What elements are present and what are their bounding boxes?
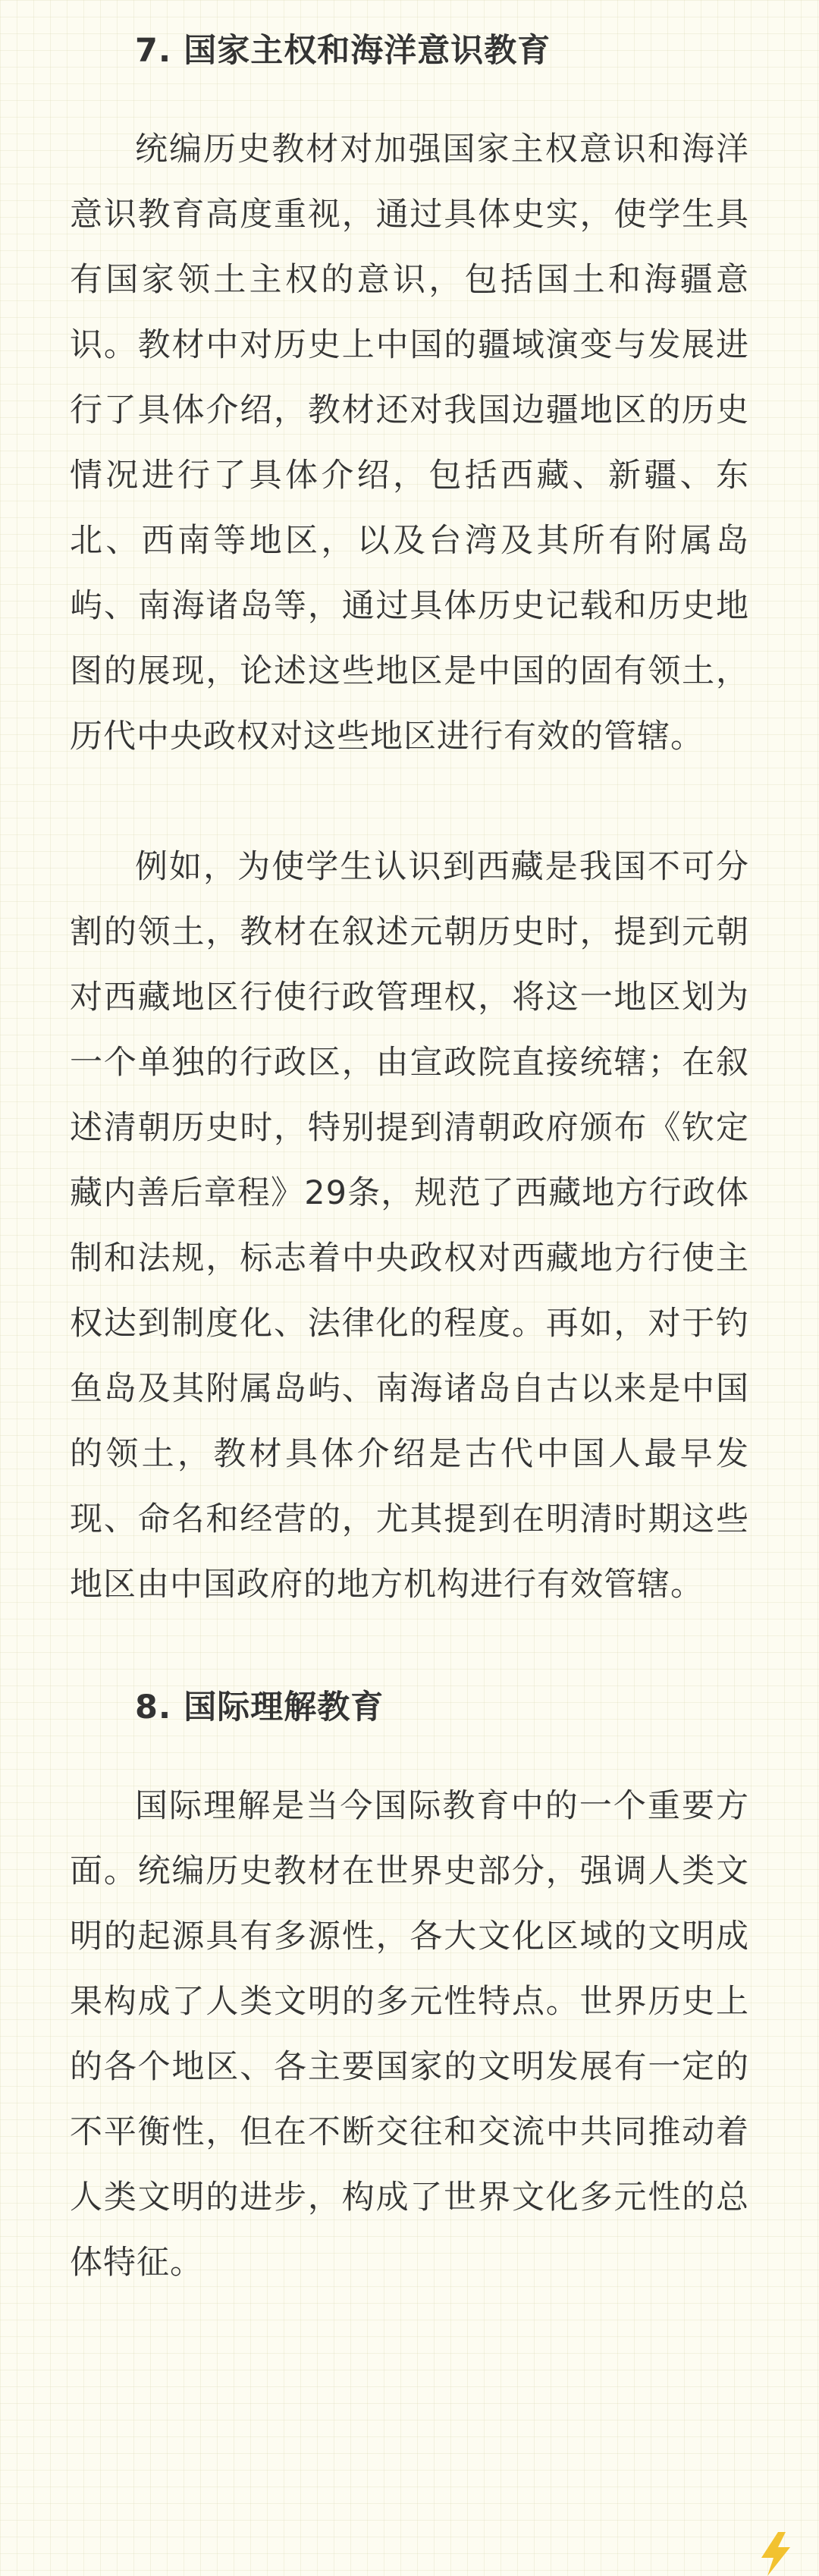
section-heading-sovereignty: 7. 国家主权和海洋意识教育 — [135, 32, 551, 70]
paragraph-sovereignty-examples: 例如，为使学生认识到西藏是我国不可分割的领土，教材在叙述元朝历史时，提到元朝对西藏地区行使行政管理权，将这一地区划为一个单独的行政区，由宣政院直接统辖；在叙述清朝历史时，特别提到清朝政府颁布《钦定藏内善后章程》29条，规范了西藏地方行政体制和法规，标志着中央政权对西藏地方行使主权达到制度化、法律化的程度。再如，对于钓鱼岛及其附属岛屿、南海诸岛自古以来是中国的领土，教材具体介绍是古代中国人最早发现、命名和经营的，尤其提到在明清时期这些地区由中国政府的地方机构进行有效管辖。 — [70, 848, 749, 1604]
section-heading-international-understanding: 8. 国际理解教育 — [135, 1689, 384, 1726]
paragraph-sovereignty-intro: 统编历史教材对加强国家主权意识和海洋意识教育高度重视，通过具体史实，使学生具有国家领土主权的意识，包括国土和海疆意识。教材中对历史上中国的疆域演变与发展进行了具体介绍，教材还对我国边疆地区的历史情况进行了具体介绍，包括西藏、新疆、东北、西南等地区，以及台湾及其所有附属岛屿、南海诸岛等，通过具体历史记载和历史地图的展现，论述这些地区是中国的固有领土，历代中央政权对这些地区进行有效的管辖。 — [70, 130, 749, 756]
article-body — [70, 0, 749, 2295]
lightning-bolt-icon — [755, 2529, 796, 2576]
paragraph-international-understanding: 国际理解是当今国际教育中的一个重要方面。统编历史教材在世界史部分，强调人类文明的起源具有多源性，各大文化区域的文明成果构成了人类文明的多元性特点。世界历史上的各个地区、各主要国家的文明发展有一定的不平衡性，但在不断交往和交流中共同推动着人类文明的进步，构成了世界文化多元性的总体特征。 — [70, 1787, 749, 2282]
